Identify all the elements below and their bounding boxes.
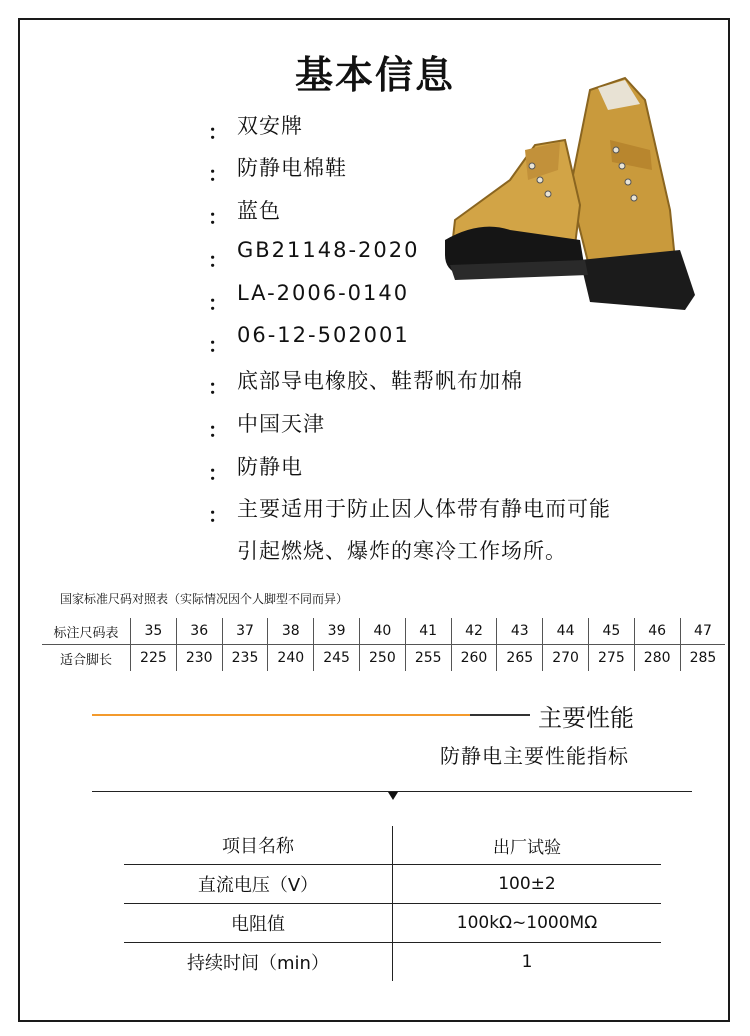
performance-row <box>124 904 661 943</box>
length-row <box>42 645 725 672</box>
section-accent-line <box>92 714 530 716</box>
size-row <box>42 618 725 645</box>
length-cell: 270 <box>543 645 589 672</box>
length-cell: 255 <box>405 645 451 672</box>
size-table-caption: 国家标准尺码对照表（实际情况因个人脚型不同而异） <box>60 592 349 606</box>
info-colon: ： <box>208 205 228 229</box>
info-value: 底部导电橡胶、鞋帮帆布加棉 <box>237 369 523 393</box>
info-colon: ： <box>208 291 228 315</box>
length-cell: 265 <box>497 645 543 672</box>
length-cell: 240 <box>268 645 314 672</box>
length-cell: 250 <box>359 645 405 672</box>
performance-row <box>124 865 661 904</box>
info-colon: ： <box>208 162 228 186</box>
info-colon: ： <box>208 333 228 357</box>
value-cell: 100±2 <box>393 865 662 904</box>
info-colon: ： <box>208 375 228 399</box>
info-value: GB21148-2020 <box>237 238 420 262</box>
shoe-product-image <box>440 70 700 330</box>
header-cell: 出厂试验 <box>393 826 662 865</box>
size-cell: 42 <box>451 618 497 645</box>
size-cell: 44 <box>543 618 589 645</box>
length-cell: 280 <box>634 645 680 672</box>
info-colon: ： <box>208 461 228 485</box>
item-cell: 电阻值 <box>124 904 393 943</box>
info-colon: ： <box>208 120 228 144</box>
info-value: 06-12-502001 <box>237 323 410 347</box>
section-accent-line-end <box>470 714 530 716</box>
info-value-line2: 引起燃烧、爆炸的寒冷工作场所。 <box>237 539 567 563</box>
page-title: 基本信息 <box>294 53 455 97</box>
size-row-label: 标注尺码表 <box>42 618 131 645</box>
size-cell: 40 <box>359 618 405 645</box>
size-cell: 43 <box>497 618 543 645</box>
length-cell: 225 <box>131 645 177 672</box>
length-cell: 245 <box>314 645 360 672</box>
value-cell: 100kΩ~1000MΩ <box>393 904 662 943</box>
length-cell: 260 <box>451 645 497 672</box>
info-colon: ： <box>208 248 228 272</box>
length-cell: 230 <box>176 645 222 672</box>
length-row-label: 适合脚长 <box>59 652 112 668</box>
performance-subtitle: 防静电主要性能指标 <box>440 744 629 768</box>
info-value: 主要适用于防止因人体带有静电而可能 <box>237 497 611 521</box>
info-value: LA-2006-0140 <box>237 281 410 305</box>
length-cell: 235 <box>222 645 268 672</box>
size-cell: 35 <box>131 618 177 645</box>
performance-table <box>124 826 661 981</box>
info-value: 双安牌 <box>237 114 303 138</box>
size-table <box>42 618 725 671</box>
performance-row <box>124 943 661 982</box>
info-value: 防静电 <box>237 455 303 479</box>
info-colon: ： <box>208 503 228 527</box>
performance-header-row <box>124 826 661 865</box>
value-cell: 1 <box>393 943 662 982</box>
item-cell: 直流电压（V） <box>124 865 393 904</box>
length-cell: 285 <box>680 645 725 672</box>
divider-arrow-icon <box>388 792 398 800</box>
size-cell: 41 <box>405 618 451 645</box>
size-cell: 37 <box>222 618 268 645</box>
info-value: 蓝色 <box>237 199 281 223</box>
item-cell: 持续时间（min） <box>187 953 329 974</box>
performance-title: 主要性能 <box>538 704 634 732</box>
size-cell: 36 <box>176 618 222 645</box>
size-cell: 45 <box>588 618 634 645</box>
info-colon: ： <box>208 418 228 442</box>
size-cell: 39 <box>314 618 360 645</box>
info-value: 防静电棉鞋 <box>237 156 347 180</box>
size-cell: 46 <box>634 618 680 645</box>
size-cell: 38 <box>268 618 314 645</box>
header-cell: 项目名称 <box>124 826 393 865</box>
info-value: 中国天津 <box>237 412 325 436</box>
size-cell: 47 <box>680 618 725 645</box>
length-cell: 275 <box>588 645 634 672</box>
